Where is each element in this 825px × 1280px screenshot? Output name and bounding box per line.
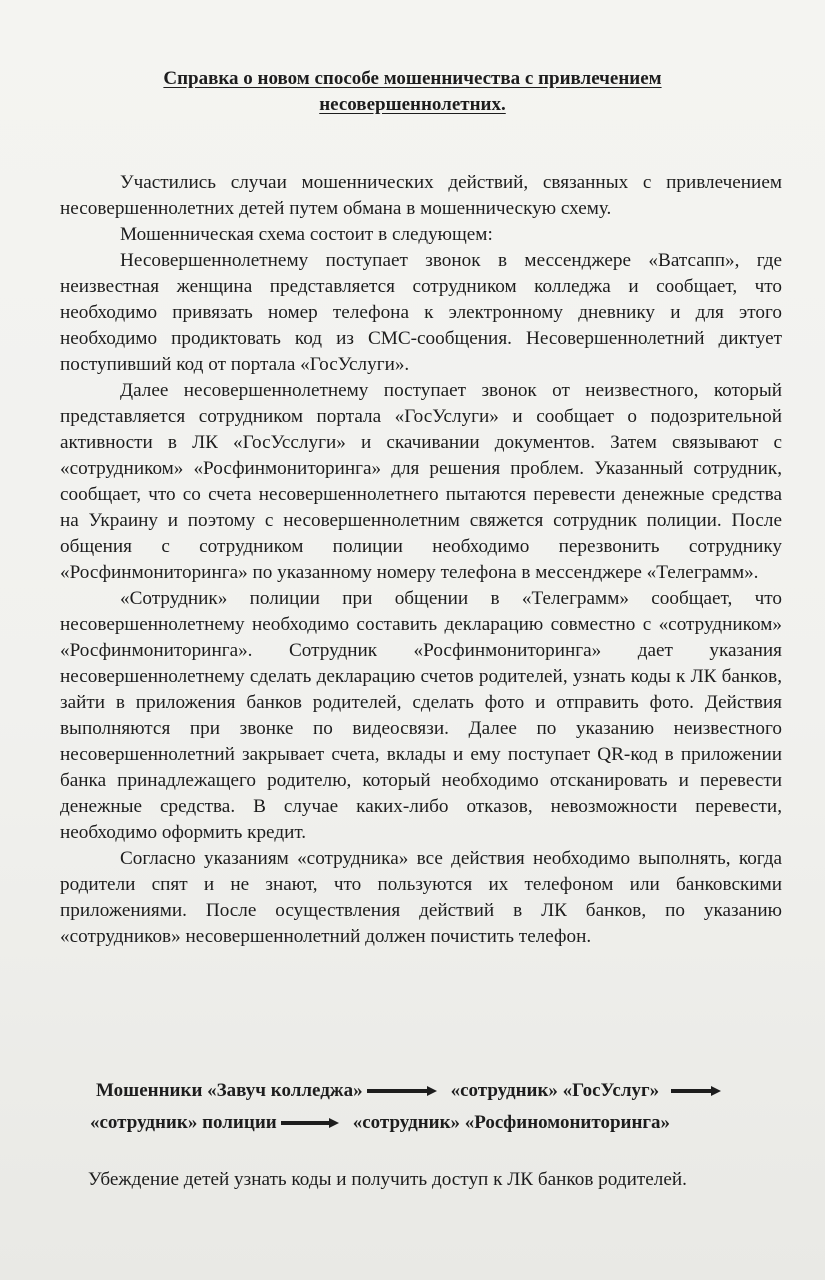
- scheme-row-2: [80, 1108, 795, 1138]
- scheme-row-1: [80, 1076, 795, 1106]
- title-line-2: несовершеннолетних.: [319, 94, 506, 115]
- scheme-step-police: «сотрудник» полиции: [90, 1112, 277, 1133]
- paragraph-instructions: Согласно указаниям «сотрудника» все действия необходимо выполнять, когда родители спят и не знают, что пользуются их телефоном или банковскими приложениями. После осуществления действий в ЛК банков, по указанию «сотрудников» несовершеннолетний должен почистить телефон.: [60, 848, 782, 947]
- scheme-step-rosfinmonitoring: «сотрудник» «Росфиномониторинга»: [352, 1112, 671, 1133]
- conclusion-text: Убеждение детей узнать коды и получить доступ к ЛК банков родителей.: [88, 1169, 687, 1190]
- paragraph-telegram-police: «Сотрудник» полиции при общении в «Телеграмм» сообщает, что несовершеннолетнему необходимо составить декларацию совместно с «сотрудником» «Росфинмониторинга». Сотрудник «Росфинмониторинга» дает указания несовершеннолетнему сделать декларацию счетов родителей, узнать коды к ЛК банков, зайти в приложения банков родителей, сделать фото и отправить фото. Действия выполняются при звонке по видеосвязи. Далее по указанию неизвестного несовершеннолетний закрывает счета, вклады и ему поступает QR-код в приложении банка принадлежащего родителю, который необходимо отсканировать и перевести денежные средства. В случае каких-либо отказов, невозможности перевести, необходимо оформить кредит.: [60, 588, 782, 843]
- fraud-scheme-diagram: [80, 1076, 795, 1138]
- arrow-right-icon: [367, 1086, 437, 1096]
- document-body: [60, 170, 782, 950]
- arrow-right-icon: [671, 1086, 721, 1096]
- title-line-1: Справка о новом способе мошенничества с привлечением: [163, 68, 662, 89]
- arrow-right-icon: [281, 1118, 339, 1128]
- paragraph-gosuslugi-call: Далее несовершеннолетнему поступает звонок от неизвестного, который представляется сотрудником портала «ГосУслуги» и сообщает о подозрительной активности в ЛК «ГосУсслуги» и скачивании документов. Затем связывают с «сотрудником» «Росфинмониторинга» для решения проблем. Указанный сотрудник, сообщает, что со счета несовершеннолетнего пытаются перевести денежные средства на Украину и поэтому с несовершеннолетним свяжется сотрудник полиции. После общения с сотрудником полиции необходимо перезвонить сотруднику «Росфинмониторинга» по указанному номеру телефона в мессенджере «Телеграмм».: [60, 380, 782, 583]
- paragraph-scheme-lead: Мошенническая схема состоит в следующем:: [120, 224, 493, 245]
- scheme-step-gosuslugi: «сотрудник» «ГосУслуг»: [450, 1080, 660, 1101]
- scheme-step-head-teacher: Мошенники «Завуч колледжа»: [96, 1080, 363, 1101]
- paragraph-intro: Участились случаи мошеннических действий, связанных с привлечением несовершеннолетних детей путем обмана в мошенническую схему.: [60, 172, 782, 219]
- document-title: [60, 66, 765, 118]
- paragraph-whatsapp-call: Несовершеннолетнему поступает звонок в мессенджере «Ватсапп», где неизвестная женщина представляется сотрудником колледжа и сообщает, что необходимо привязать номер телефона к электронному дневнику и для этого необходимо продиктовать код из СМС-сообщения. Несовершеннолетний диктует поступивший код от портала «ГосУслуги».: [60, 250, 782, 375]
